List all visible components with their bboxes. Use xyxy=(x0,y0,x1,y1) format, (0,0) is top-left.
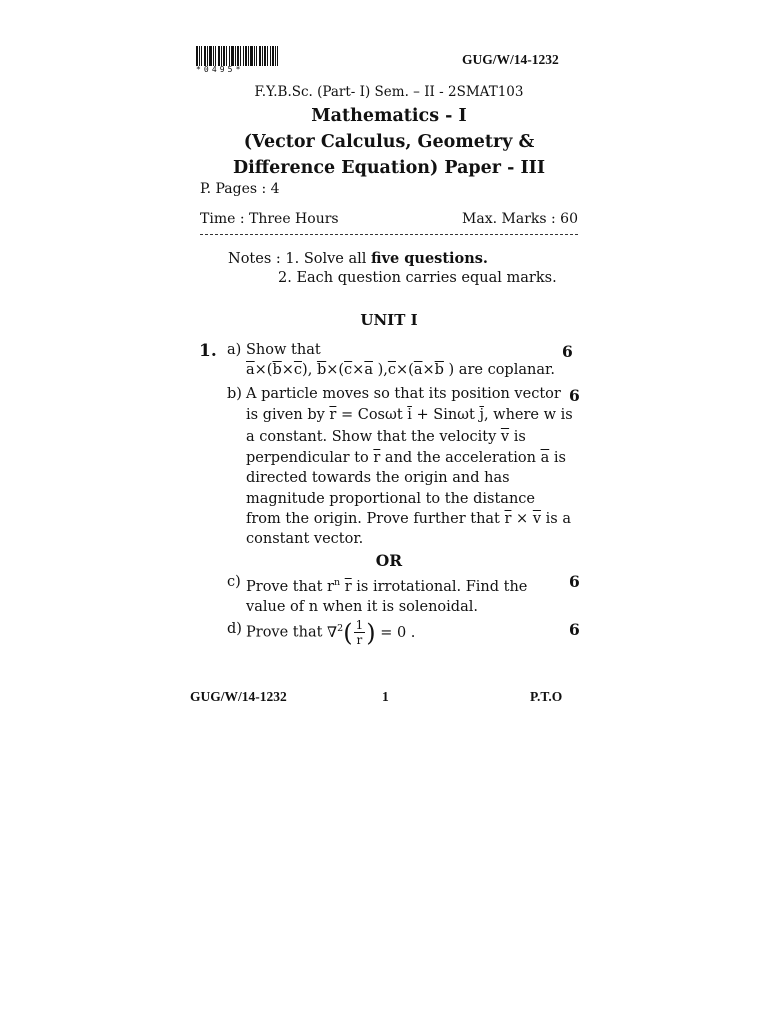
part-b-line-7 xyxy=(246,511,571,527)
part-a-text: Show that xyxy=(246,342,321,358)
part-a-formula xyxy=(246,362,555,378)
part-b-line-4-end: is xyxy=(549,450,566,466)
part-c-suffix: is irrotational. Find the xyxy=(351,579,528,595)
paper-title-line-1: Mathematics - I xyxy=(311,106,467,126)
part-c-line-2: value of n when it is solenoidal. xyxy=(246,599,478,615)
part-d-label: d) xyxy=(227,621,242,637)
formula-rn-r: $r^n$ $\overline{r}$ xyxy=(327,577,352,595)
formula-laplacian: ∇$^2$( $\frac{1}{r}$ ) = 0 . xyxy=(327,618,416,647)
part-b-line-3 xyxy=(246,429,526,445)
notes-line-1 xyxy=(228,250,488,267)
part-b-line-6: magnitude proportional to the distance xyxy=(246,491,535,507)
formula-r-cross-v: $\overline{r} \times \overline{v}$ xyxy=(504,511,542,527)
barcode-digits: *0495* xyxy=(196,65,244,74)
paper-code: GUG/W/14-1232 xyxy=(462,52,559,67)
part-a-suffix: are coplanar. xyxy=(454,362,555,378)
max-marks: Max. Marks : 60 xyxy=(462,211,578,227)
part-b-line-4-prefix: perpendicular to xyxy=(246,450,374,466)
question-number: 1. xyxy=(199,341,217,361)
part-b-line-3-prefix: a constant. Show that the velocity xyxy=(246,429,501,445)
part-b-marks: 6 xyxy=(569,386,580,405)
barcode xyxy=(196,46,278,66)
part-b-line-2 xyxy=(246,407,573,423)
part-b-line-3-suffix: is xyxy=(509,429,526,445)
part-c-label: c) xyxy=(227,574,241,590)
paper-title-line-2: (Vector Calculus, Geometry & xyxy=(243,132,535,152)
part-b-line-2-prefix: is given by xyxy=(246,407,330,423)
barcode-graphic xyxy=(196,46,278,66)
symbol-r: $\overline{r}$ xyxy=(373,450,381,466)
notes-bold: five questions. xyxy=(371,250,488,267)
part-b-label: b) xyxy=(227,386,242,402)
footer-pto: P.T.O xyxy=(530,689,563,704)
part-c-line-1 xyxy=(246,577,527,595)
dashed-divider xyxy=(200,234,578,235)
part-b-line-5: directed towards the origin and has xyxy=(246,470,510,486)
footer-page-number: 1 xyxy=(382,689,389,704)
formula-coplanar: $\overline{a}\times(\overline{b}\times\overline{c})$, $\overline{b}\times(\overline{c}\times\overline{a}$ )$,\overline{c}\times(\overline{a}\times\overline{b}$ ) xyxy=(246,362,455,378)
or-separator: OR xyxy=(375,551,403,570)
part-b-line-8: constant vector. xyxy=(246,531,364,547)
part-c-marks: 6 xyxy=(569,572,580,591)
part-b-line-1: A particle moves so that its position vector xyxy=(246,386,561,402)
part-d-line xyxy=(246,618,415,647)
footer-paper-code: GUG/W/14-1232 xyxy=(190,689,287,704)
unit-heading: UNIT I xyxy=(360,311,418,329)
formula-position-vector: $\overline{r} = Cos\omega t$ $\overline{i} + Sin\omega t$ $\overline{j}$ xyxy=(329,407,484,423)
part-d-prefix: Prove that xyxy=(246,624,328,641)
symbol-velocity: $\overline{v}$ xyxy=(500,429,510,445)
part-b-line-7-suffix: is a xyxy=(541,511,571,527)
part-b-line-4 xyxy=(246,450,566,466)
paper-title-line-3: Difference Equation) Paper - III xyxy=(232,158,546,178)
part-c-prefix: Prove that xyxy=(246,579,328,595)
part-b-line-4-suffix: and the acceleration xyxy=(380,450,541,466)
course-line: F.Y.B.Sc. (Part- I) Sem. – II - 2SMAT103 xyxy=(254,84,524,100)
part-a-marks: 6 xyxy=(562,342,573,361)
notes-line-2: 2. Each question carries equal marks. xyxy=(278,270,557,286)
notes-prefix: Notes : 1. Solve all xyxy=(228,251,372,267)
part-b-line-7-prefix: from the origin. Prove further that xyxy=(246,511,505,527)
page-count: P. Pages : 4 xyxy=(200,181,280,197)
time-allowed: Time : Three Hours xyxy=(200,211,339,227)
part-a-label: a) xyxy=(227,342,242,358)
part-b-line-2-suffix: , where w is xyxy=(483,407,573,423)
part-d-marks: 6 xyxy=(569,620,580,639)
symbol-acceleration: $\overline{a}$ xyxy=(540,450,550,466)
